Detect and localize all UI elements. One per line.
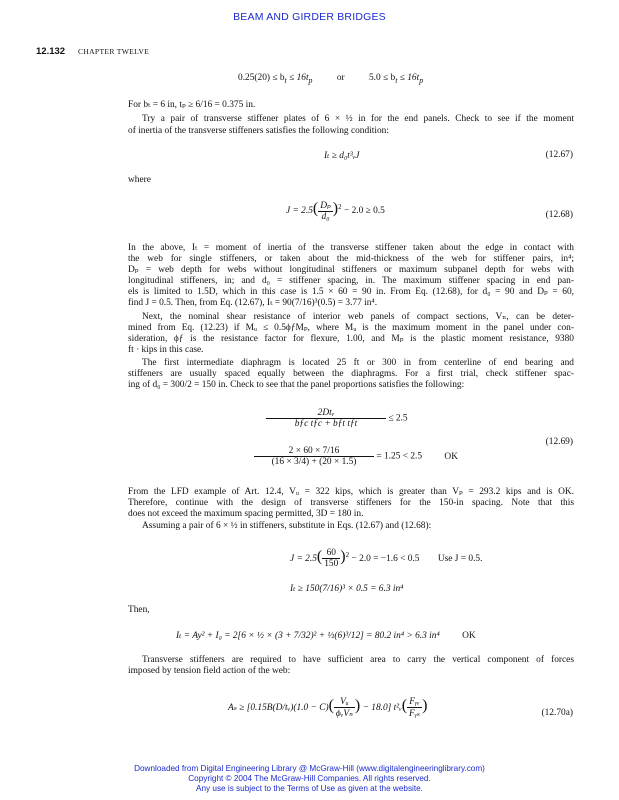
eq-paren: ( bbox=[401, 697, 408, 715]
body-line: find J = 0.5. Then, from Eq. (12.67), Iₜ = 90(7/16)³(0.5) = 3.77 in⁴. bbox=[128, 298, 378, 308]
body-line: mined from Eq. (12.23) if Mᵤ ≤ 0.5ϕƒMₚ, where Mᵤ is the maximum moment in the panel under con- bbox=[128, 323, 574, 333]
eq-numerator: 2Dtᵥ bbox=[266, 408, 386, 419]
body-line: In the above, Iₜ = moment of inertia of the transverse stiffener taken about the edge in contact with bbox=[128, 243, 574, 253]
eq-fraction bbox=[266, 408, 386, 429]
body-line: imposed by tension field action of the web: bbox=[128, 666, 291, 676]
eq-numerator: Vᵤ bbox=[334, 697, 355, 708]
body-line: longitudinal stiffeners, in; and d₀ = stiffener spacing, in. The maximum stiffener spacing in end pan- bbox=[128, 276, 574, 286]
footer-copyright: Copyright © 2004 The McGraw-Hill Companies. All rights reserved. bbox=[188, 774, 431, 783]
body-line: Try a pair of transverse stiffener plates of 6 × ½ in for the end panels. Check to see if the moment bbox=[142, 114, 574, 124]
eq-paren: ( bbox=[316, 548, 323, 565]
body-line: where bbox=[128, 175, 151, 185]
equation-12-69-b bbox=[254, 446, 458, 467]
equation-inequality bbox=[238, 73, 423, 85]
eq-or: or bbox=[336, 73, 345, 83]
eq-text: J = 2.5 bbox=[290, 554, 317, 564]
eq-fraction bbox=[407, 697, 422, 719]
eq-denominator: ϕᵥVₙ bbox=[335, 709, 353, 719]
body-line: Then, bbox=[128, 605, 150, 615]
eq-fraction bbox=[254, 446, 374, 467]
equation-12-70a bbox=[228, 697, 427, 719]
eq-text: Iₜ = Ay² + I₀ = 2[6 × ½ × (3 + 7/32)² + ½(6)³/12] = 80.2 in⁴ > 6.3 in⁴ bbox=[176, 631, 440, 641]
footer bbox=[0, 764, 619, 794]
eq-denominator: d₀ bbox=[321, 212, 330, 222]
body-line: Transverse stiffeners are required to have sufficient area to carry the vertical component of forces bbox=[142, 655, 574, 665]
eq-text: − 2.0 = −1.6 < 0.5 bbox=[349, 554, 420, 564]
equation-it-final bbox=[176, 630, 476, 641]
equation-12-68 bbox=[286, 200, 385, 222]
body-line: sideration, ϕƒ is the resistance factor for flexure, 1.00, and Mₚ is the plastic moment resistance, 9380 bbox=[128, 334, 574, 344]
page-number: 12.132 bbox=[36, 46, 66, 57]
eq-fraction bbox=[322, 548, 340, 569]
eq-text: Aₛ ≥ [0.15B(D/tᵥ)(1.0 − C) bbox=[228, 703, 329, 714]
eq-denominator: 150 bbox=[324, 559, 339, 570]
footer-terms[interactable]: Any use is subject to the Terms of Use as given at the website. bbox=[196, 784, 423, 793]
eq-denominator: (16 × 3/4) + (20 × 1.5) bbox=[271, 457, 357, 467]
eq-sub: t bbox=[395, 75, 398, 85]
eq-exponent: 2 bbox=[338, 203, 342, 212]
equation-number: (12.67) bbox=[545, 150, 573, 160]
body-line: does not exceed the maximum spacing permitted, 3D = 180 in. bbox=[128, 509, 364, 519]
eq-text: J = 2.5 bbox=[286, 206, 313, 217]
equation-number: (12.69) bbox=[545, 437, 573, 447]
eq-text: − 2.0 ≥ 0.5 bbox=[341, 206, 385, 217]
body-line: Therefore, continue with the design of transverse stiffeners for the 150-in spacing. Note that this bbox=[128, 498, 574, 508]
eq-ok: OK bbox=[444, 451, 458, 462]
running-head: BEAM AND GIRDER BRIDGES bbox=[233, 11, 386, 23]
eq-denominator: Fᵧₛ bbox=[409, 709, 421, 719]
eq-ok: OK bbox=[462, 631, 476, 641]
eq-paren: ) bbox=[354, 697, 361, 715]
equation-12-69-a bbox=[266, 408, 408, 429]
body-line: the web for single stiffeners, or taken about the mid-thickness of the web for stiffener pairs, in⁴; bbox=[128, 254, 574, 264]
equation-substituted bbox=[290, 548, 482, 569]
eq-fraction bbox=[334, 697, 355, 719]
body-line: Next, the nominal shear resistance of interior web panels of compact sections, Vₙ, can be deter- bbox=[142, 312, 574, 322]
body-line: The first intermediate diaphragm is located 25 ft or 300 in from centerline of end bearing and bbox=[142, 358, 574, 368]
body-line: From the LFD example of Art. 12.4, Vᵤ = 322 kips, which is greater than Vₚ = 293.2 kips and is OK. bbox=[128, 487, 574, 497]
equation-number: (12.68) bbox=[545, 210, 573, 220]
eq-paren: ) bbox=[422, 697, 428, 715]
eq-denominator: bƒc tƒc + bƒt tƒt bbox=[294, 419, 358, 429]
eq-numerator: 2 × 60 × 7/16 bbox=[254, 446, 374, 457]
eq-text: ≤ 16t bbox=[397, 73, 420, 83]
eq-numerator: Dₚ bbox=[320, 201, 331, 211]
eq-exponent: 2 bbox=[345, 550, 350, 559]
eq-numerator: 60 bbox=[322, 548, 340, 559]
footer-download-link[interactable]: Downloaded from Digital Engineering Library @ McGraw-Hill (www.digitalengineeringlibrary.com) bbox=[134, 764, 485, 773]
eq-numerator: Fᵧᵥ bbox=[407, 697, 422, 708]
eq-paren: ( bbox=[328, 697, 334, 715]
eq-paren: ) bbox=[340, 548, 346, 565]
eq-fraction bbox=[318, 200, 333, 222]
eq-sub: p bbox=[419, 75, 424, 85]
equation-12-67: Iₜ ≥ d₀t³ᵥJ bbox=[324, 151, 360, 161]
body-line: ft · kips in this case. bbox=[128, 345, 204, 355]
body-line: stiffeners are usually spaced equally between the diaphragms. For a first trial, check stiffener spac- bbox=[128, 369, 574, 379]
eq-text: 0.25(20) ≤ b bbox=[238, 73, 285, 83]
body-line: For bₜ = 6 in, tₚ ≥ 6/16 = 0.375 in. bbox=[128, 100, 256, 110]
eq-text: − 18.0] t²ᵥ bbox=[360, 703, 402, 714]
eq-text: 5.0 ≤ b bbox=[368, 73, 396, 83]
eq-paren: ( bbox=[312, 200, 319, 218]
eq-paren: ) bbox=[332, 200, 339, 218]
equation-number: (12.70a) bbox=[541, 708, 573, 718]
equation-it-substituted: Iₜ ≥ 150(7/16)³ × 0.5 = 6.3 in⁴ bbox=[290, 584, 404, 594]
body-line: of inertia of the transverse stiffeners satisfies the following condition: bbox=[128, 126, 389, 136]
chapter-title: CHAPTER TWELVE bbox=[78, 47, 150, 56]
eq-text: = 1.25 < 2.5 bbox=[374, 451, 423, 462]
eq-sub: t bbox=[284, 75, 287, 85]
body-line: Assuming a pair of 6 × ½ in stiffeners, substitute in Eqs. (12.67) and (12.68): bbox=[142, 521, 432, 531]
eq-use: Use J = 0.5. bbox=[437, 554, 483, 564]
body-line: ing of d₀ = 300/2 = 150 in. Check to see that the panel proportions satisfies the following: bbox=[128, 380, 465, 390]
eq-sub: p bbox=[308, 75, 313, 85]
body-line: Dₚ = web depth for webs without longitudinal stiffeners or maximum subpanel depth for webs with bbox=[128, 265, 574, 275]
body-line: els is limited to 1.5D, which in this case is 1.5 × 60 = 90 in. From Eq. (12.68), for d₀ = 90 and Dₚ = 60, bbox=[128, 287, 574, 297]
eq-text: ≤ 2.5 bbox=[386, 413, 408, 424]
eq-text: ≤ 16t bbox=[286, 73, 309, 83]
